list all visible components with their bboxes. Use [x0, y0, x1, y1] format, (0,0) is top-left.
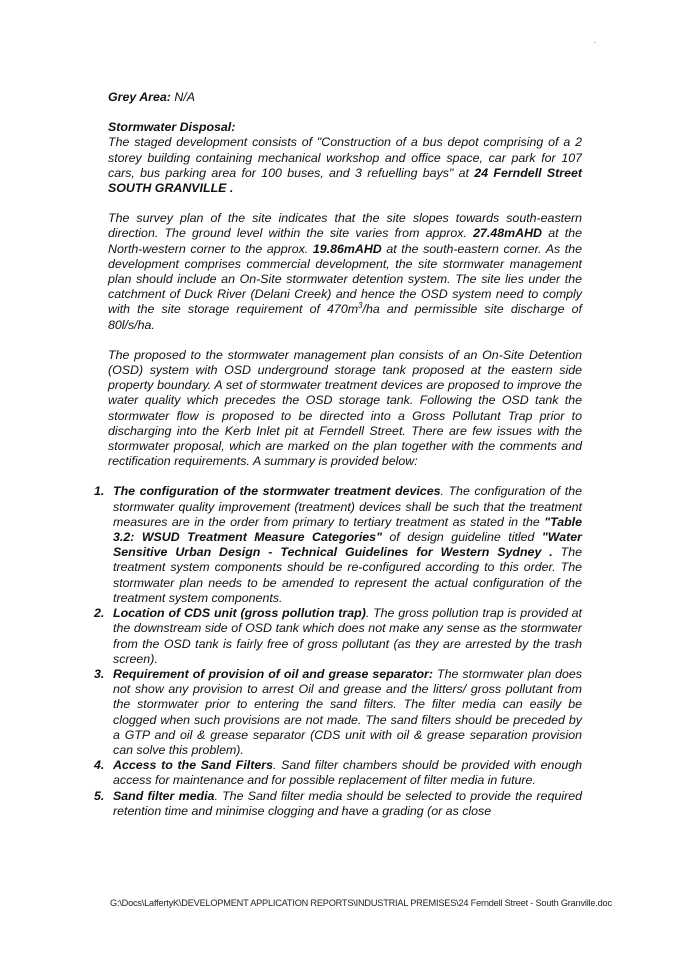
p1-address: 24 Ferndell Street SOUTH GRANVILLE . — [108, 165, 583, 196]
item-text: The treatment system components should be re-configured according to this order. The stormwater plan needs to be amended to represent the actual configuration of the treatment system components. — [113, 545, 582, 605]
document-body — [94, 90, 583, 819]
item-title: Requirement of provision of oil and grease separator: — [113, 666, 434, 681]
item-number: 3. — [94, 666, 105, 681]
footer-file-path: G:\Docs\LaffertyK\DEVELOPMENT APPLICATION REPORTS\INDUSTRIAL PREMISES\24 Ferndell Street - South Granville.doc — [110, 898, 612, 908]
p2-level-high: 27.48mAHD — [473, 226, 543, 241]
item-text: of design guideline titled — [381, 530, 542, 545]
item-text: . The gross pollution trap is provided at the downstream side of OSD tank which does not make any sense as the stormwater from the OSD tank is fairly free of gross pollutant (as they are arrested by the trash screen). — [113, 606, 582, 666]
item-guideline-ref: "Water Sensitive Urban Design - Technical Guidelines for Western Sydney . — [113, 530, 582, 560]
scan-mark: ' — [594, 40, 596, 50]
p2-text-a: The survey plan of the site indicates that the site slopes towards south-eastern direction. The ground level within the site varies from approx. — [108, 211, 582, 241]
item-title: Sand filter media — [113, 788, 215, 803]
stormwater-heading: Stormwater Disposal: — [108, 120, 236, 135]
list-item — [94, 606, 582, 667]
p1-text: The staged development consists of "Construction of a bus depot comprising of a 2 storey building containing mechanical workshop and office space, car park for 107 cars, bus parking area for 100 buses, and 3 refuelling bays" at — [108, 135, 582, 180]
list-item — [94, 667, 582, 758]
item-title: Location of CDS unit (gross pollution trap) — [113, 606, 366, 621]
item-table-ref: "Table 3.2: WSUD Treatment Measure Categories" — [113, 514, 582, 545]
list-item — [94, 484, 582, 606]
item-text: . The configuration of the stormwater quality improvement (treatment) devices shall be such that the treatment measures are in the order from primary to tertiary treatment as stated in the — [113, 484, 583, 529]
item-text: . Sand filter chambers should be provided with enough access for maintenance and for possible replacement of filter media in future. — [113, 758, 583, 788]
p2-text-c: at the North-western corner to the approx. — [108, 226, 582, 256]
item-number: 4. — [94, 758, 105, 773]
stormwater-paragraph-3: The proposed to the stormwater management plan consists of an On-Site Detention (OSD) system with OSD underground storage tank proposed at the eastern side property boundary. A set of stormwater treatment devices are proposed to improve the water quality which precedes the OSD storage tank. Following the OSD tank the stormwater flow is proposed to be directed into a Gross Pollutant Trap prior to discharging into the Kerb Inlet pit at Ferndell Street. There are few issues with the stormwater proposal, which are marked on the plan together with the comments and rectification requirements. A summary is provided below: — [108, 347, 582, 469]
item-number: 5. — [94, 788, 105, 803]
grey-area-line — [108, 90, 582, 105]
stormwater-paragraph-2 — [108, 211, 582, 333]
p2-superscript: 3 — [358, 301, 363, 311]
stormwater-paragraph-1 — [108, 135, 582, 196]
grey-area-label: Grey Area: — [108, 90, 171, 104]
list-item — [94, 758, 582, 788]
p2-text-f: /ha and permissible site discharge of 80l/s/ha. — [108, 302, 582, 332]
item-text: . The Sand filter media should be selected to provide the required retention time and minimise clogging and have a grading (or as close — [113, 788, 583, 818]
item-number: 2. — [94, 606, 105, 621]
grey-area-value: N/A — [170, 90, 196, 104]
item-text: The stormwater plan does not show any provision to arrest Oil and grease and the litters/ gross pollutant from the stormwater prior to entering the sand filters. The filter media can easily be clogged when such provisions are not made. The sand filters should be preceded by a GTP and oil & grease separator (CDS unit with oil & grease separation provision can solve this problem). — [113, 666, 582, 757]
item-title: Access to the Sand Filters — [113, 758, 273, 773]
p2-level-low: 19.86mAHD — [312, 241, 382, 256]
issues-list — [94, 484, 582, 818]
p2-text-e: at the south-eastern corner. As the development comprises commercial development, the site stormwater management plan should include an On-Site stormwater detention system. The site lies under the catchment of Duck River (Delani Creek) and hence the OSD system need to comply with the site storage requirement of 470m — [108, 241, 582, 317]
item-number: 1. — [94, 484, 105, 499]
list-item — [94, 789, 582, 819]
item-title: The configuration of the stormwater treatment devices — [113, 484, 441, 499]
